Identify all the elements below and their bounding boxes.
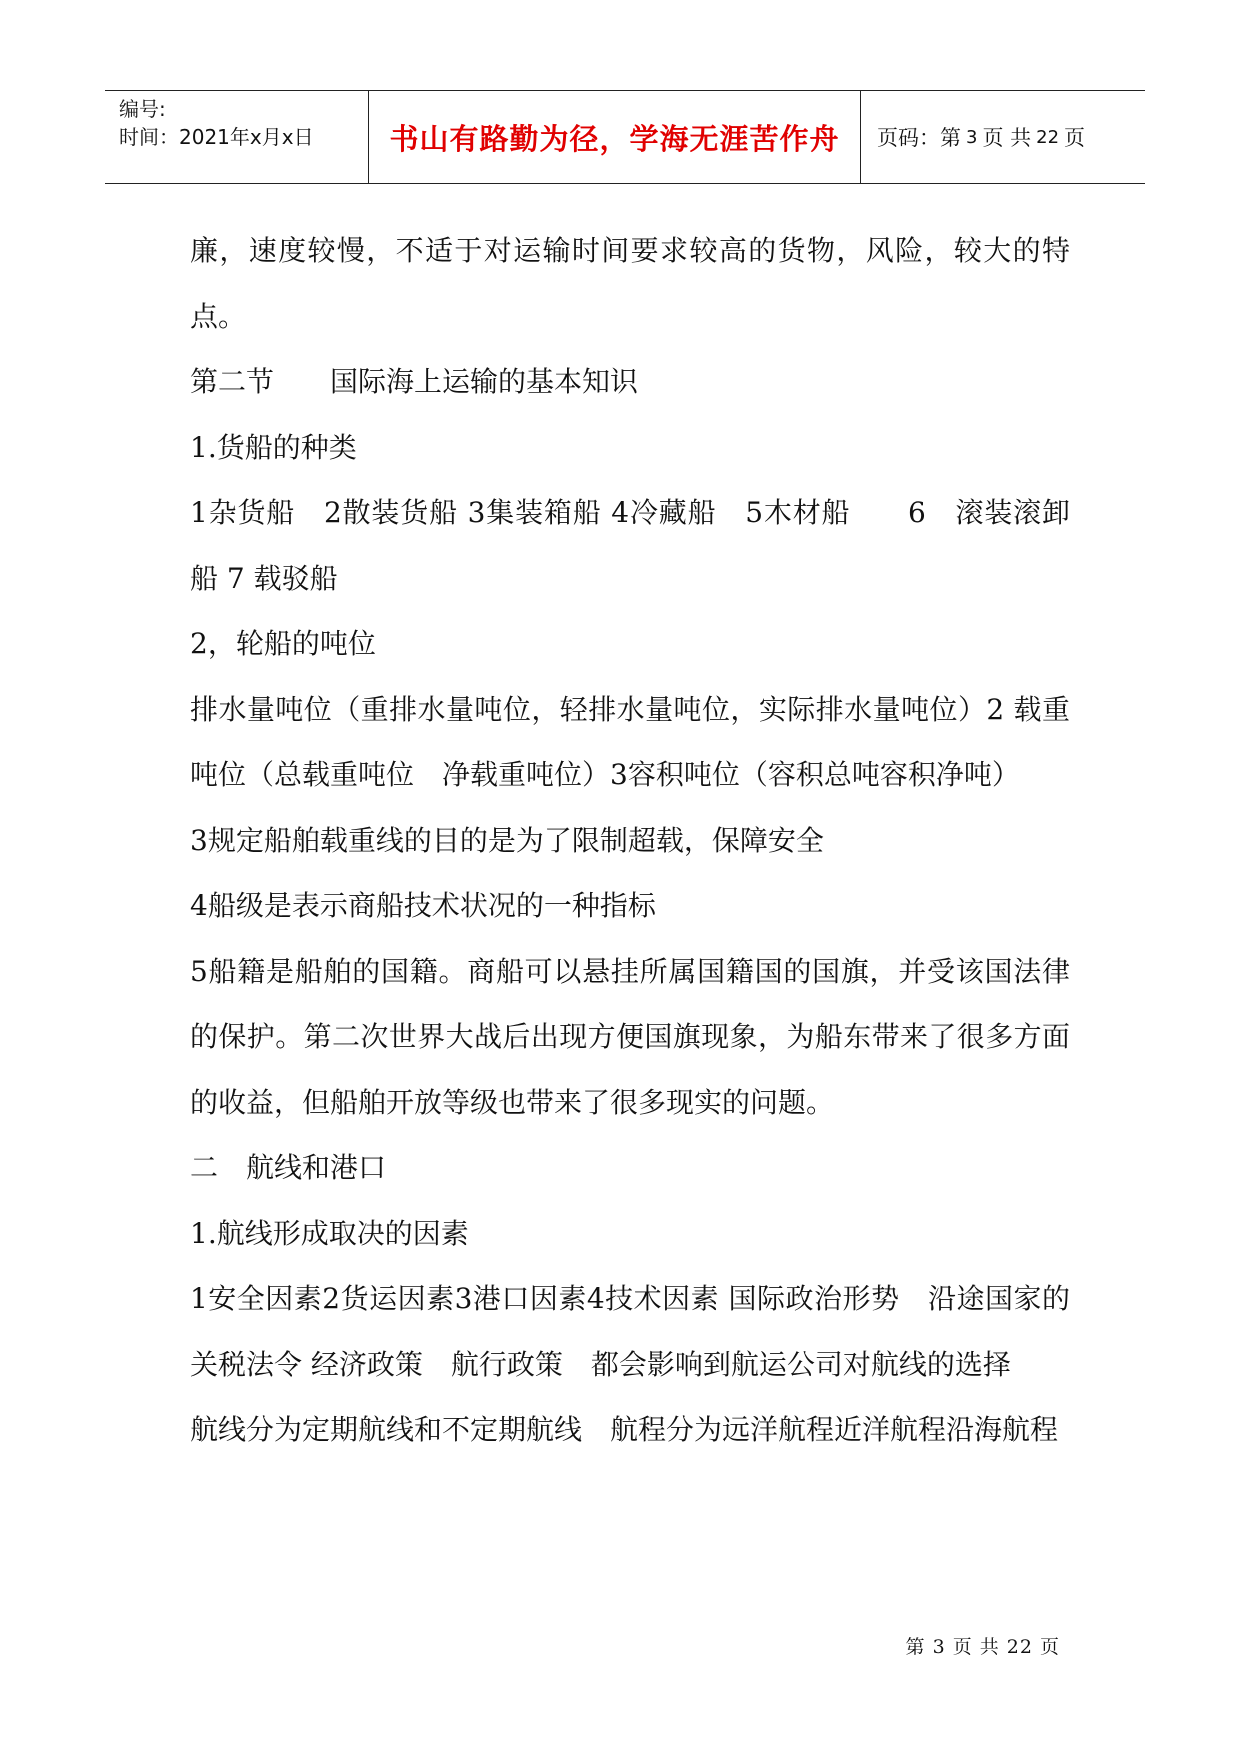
body-paragraph: 排水量吨位（重排水量吨位，轻排水量吨位，实际排水量吨位）2 载重吨位（总载重吨位 净载重吨位）3容积吨位（容积总吨容积净吨） — [190, 692, 1070, 791]
document-number-label: 编号: — [119, 97, 166, 121]
section-heading: 第二节 国际海上运输的基本知识 — [190, 365, 639, 398]
document-body — [190, 218, 1070, 1463]
body-paragraph: 1安全因素2货运因素3港口因素4技术因素 国际政治形势 沿途国家的关税法令 经济政策 航行政策 都会影响到航运公司对航线的选择 — [190, 1282, 1070, 1381]
header-page-indicator — [861, 91, 1145, 183]
page-prefix: 页码：第 — [877, 126, 961, 150]
body-paragraph: 廉，速度较慢，不适于对运输时间要求较高的货物，风险，较大的特点。 — [190, 234, 1070, 333]
document-time-label: 时间：2021年x月x日 — [119, 125, 314, 149]
body-paragraph: 1杂货船 2散装货船 3集装箱船 4冷藏船 5木材船 6 滚装滚卸船 7 载驳船 — [190, 496, 1070, 595]
body-paragraph: 4船级是表示商船技术状况的一种指标 — [190, 889, 656, 922]
subheading: 2，轮船的吨位 — [190, 627, 376, 660]
page-suffix: 页 — [1064, 126, 1086, 150]
body-paragraph: 3规定船舶载重线的目的是为了限制超载，保障安全 — [190, 823, 824, 857]
page-total: 22 — [1036, 126, 1060, 148]
subheading: 1.航线形成取决的因素 — [190, 1216, 469, 1250]
subheading: 1.货船的种类 — [190, 430, 357, 464]
section-heading: 二 航线和港口 — [190, 1151, 387, 1184]
page-current: 3 — [966, 126, 978, 148]
page-mid: 页 共 — [982, 126, 1032, 150]
body-paragraph: 5船籍是船舶的国籍。商船可以悬挂所属国籍国的国旗，并受该国法律的保护。第二次世界大战后出现方便国旗现象，为船东带来了很多方面的收益，但船舶开放等级也带来了很多现实的问题。 — [190, 954, 1070, 1119]
header-meta-cell — [105, 91, 369, 183]
page-header — [105, 90, 1145, 184]
body-paragraph: 航线分为定期航线和不定期航线 航程分为远洋航程近洋航程沿海航程 — [190, 1413, 1059, 1446]
header-motto: 书山有路勤为径，学海无涯苦作舟 — [369, 91, 861, 183]
page-footer: 第 3 页 共 22 页 — [905, 1636, 1060, 1658]
